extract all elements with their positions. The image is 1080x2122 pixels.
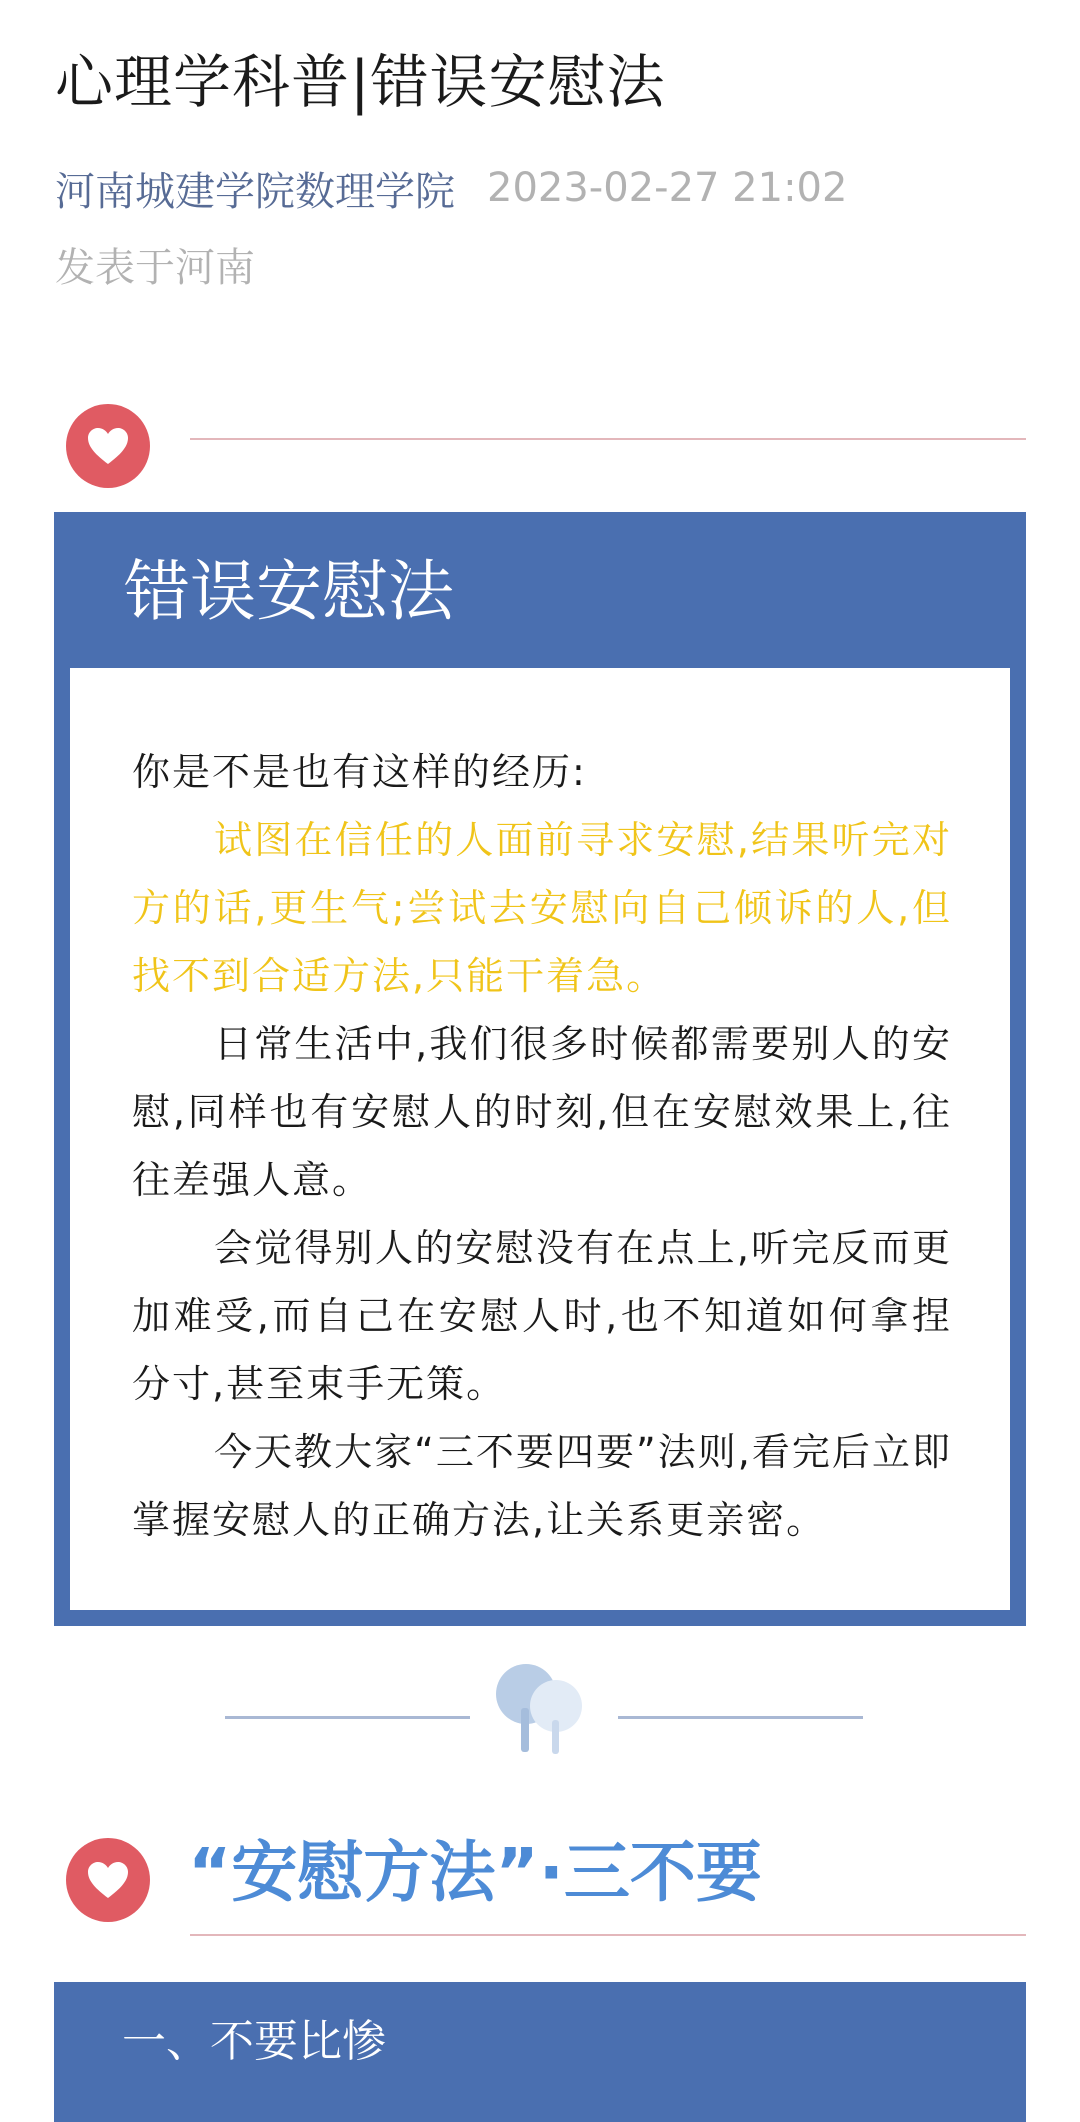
divider-line-right <box>618 1716 863 1719</box>
paragraph-daily-life: 日常生活中,我们很多时候都需要别人的安慰,同样也有安慰人的时刻,但在安慰效果上,往往差强人意。 <box>132 1022 952 1202</box>
section-rule <box>190 438 1026 440</box>
paragraph-highlight: 试图在信任的人面前寻求安慰,结果听完对方的话,更生气;尝试去安慰向自己倾诉的人,但找不到合适方法,只能干着急。 <box>132 818 952 998</box>
section-title: “安慰方法”·三不要 <box>188 1834 762 1911</box>
divider-line-left <box>225 1716 470 1719</box>
card-body <box>132 738 952 1554</box>
article-title: 心理学科普|错误安慰法 <box>55 48 666 116</box>
subsection-title: 一、不要比惨 <box>122 2016 386 2067</box>
publish-location: 发表于河南 <box>55 245 255 291</box>
heart-icon <box>66 404 150 488</box>
heart-icon <box>66 1838 150 1922</box>
section-title-underline <box>190 1934 1026 1936</box>
subsection-bar <box>54 1982 1026 2122</box>
paragraph-feelings: 会觉得别人的安慰没有在点上,听完反而更加难受,而自己在安慰人时,也不知道如何拿捏分寸,甚至束手无策。 <box>132 1226 952 1406</box>
intro-card <box>54 512 1026 1626</box>
card-content-box <box>70 668 1010 1610</box>
article-meta <box>55 160 847 216</box>
paragraph-rules: 今天教大家“三不要四要”法则,看完后立即掌握安慰人的正确方法,让关系更亲密。 <box>132 1430 952 1542</box>
account-name-link[interactable]: 河南城建学院数理学院 <box>55 168 455 215</box>
tree-icon <box>490 1658 590 1758</box>
publish-time: 2023-02-27 21:02 <box>487 165 848 211</box>
card-heading: 错误安慰法 <box>124 553 454 630</box>
paragraph-intro: 你是不是也有这样的经历: <box>132 750 587 794</box>
